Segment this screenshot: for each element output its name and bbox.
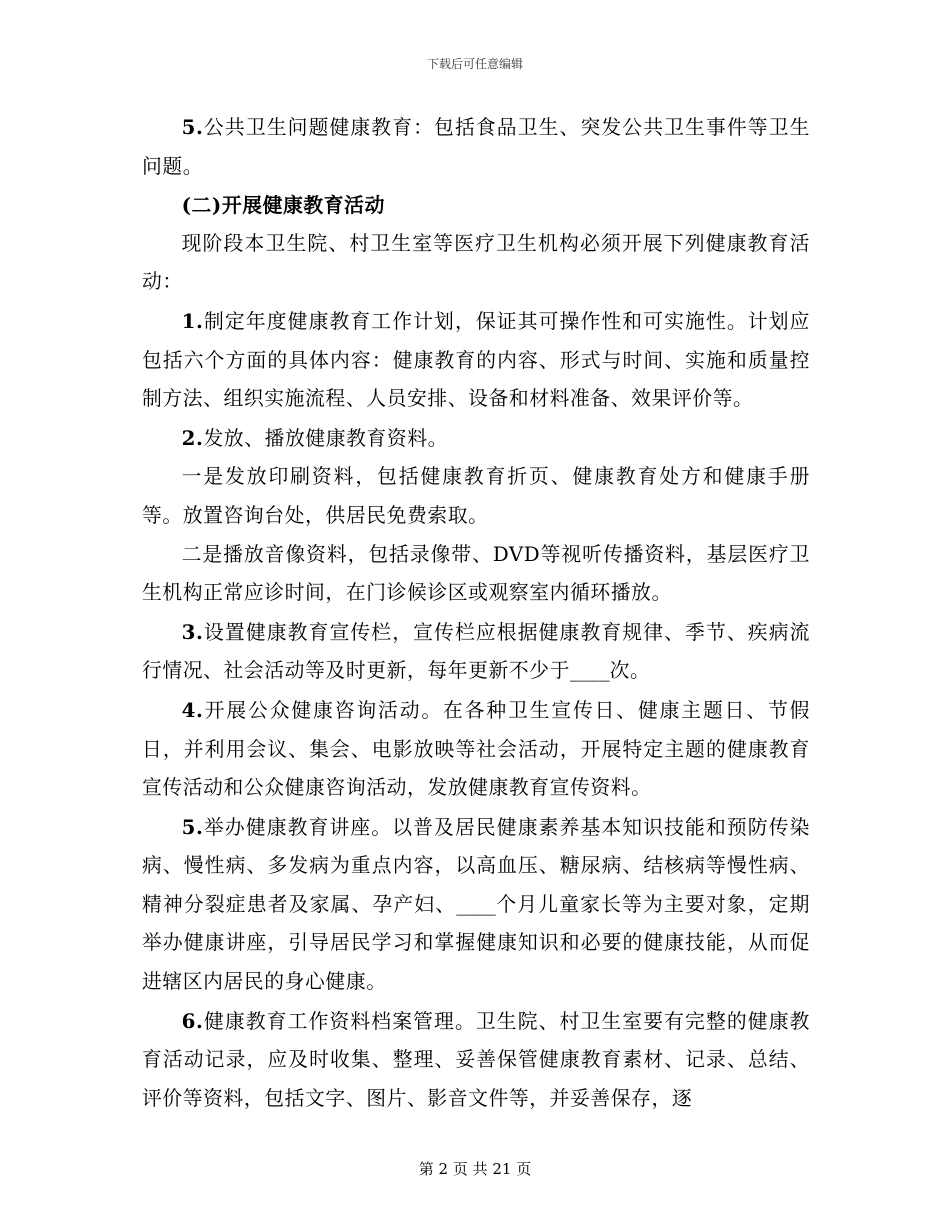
section-heading (142, 186, 810, 225)
paragraph-text-continued: 个月儿童家长等为主要对象，定期举办健康讲座，引导居民学习和掌握健康知识和必要的健康技能，从而促进辖区内居民的身心健康。 (142, 892, 810, 994)
paragraph-text: 制定年度健康教育工作计划，保证其可操作性和可实施性。计划应包括六个方面的具体内容：健康教育的内容、形式与时间、实施和质量控制方法、组织实施流程、人员安排、设备和材料准备、效果评价等。 (142, 309, 810, 411)
paragraph-text-continued: 次。 (609, 659, 651, 683)
paragraph-text: 健康教育工作资料档案管理。卫生院、村卫生室要有完整的健康教育活动记录，应及时收集、整理、妥善保管健康教育素材、记录、总结、评价等资料，包括文字、图片、影音文件等，并妥善保存，逐 (142, 1009, 810, 1110)
paragraph-text: 二是播放音像资料，包括录像带、DVD等视听传播资料，基层医疗卫生机构正常应诊时间，在门诊候诊区或观察室内循环播放。 (142, 542, 810, 605)
paragraph-text: 开展公众健康咨询活动。在各种卫生宣传日、健康主题日、节假日，并利用会议、集会、电影放映等社会活动，开展特定主题的健康教育宣传活动和公众健康咨询活动，发放健康教育宣传资料。 (142, 698, 810, 800)
paragraph-consultation (142, 691, 810, 808)
paragraph-audio-video (142, 536, 810, 613)
item-number: 5. (181, 814, 204, 839)
paragraph-bulletin-board (142, 613, 810, 691)
item-number: 3. (181, 619, 204, 644)
paragraph-lectures (142, 808, 810, 1002)
paragraph-distribute-materials (142, 419, 810, 459)
paragraph-intro (142, 225, 810, 302)
section-heading-text: (二)开展健康教育活动 (181, 193, 385, 218)
paragraph-text: 发放、播放健康教育资料。 (203, 426, 449, 450)
item-number: 2. (181, 425, 204, 450)
item-number: 1. (181, 308, 204, 333)
item-number: 5. (181, 115, 204, 139)
paragraph-annual-plan (142, 302, 810, 419)
page-header: 下载后可任意编辑 (426, 57, 523, 71)
paragraph-text: 现阶段本卫生院、村卫生室等医疗卫生机构必须开展下列健康教育活动： (142, 231, 810, 294)
paragraph-records-management (142, 1002, 810, 1119)
paragraph-text: 公共卫生问题健康教育：包括食品卫生、突发公共卫生事件等卫生问题。 (142, 116, 810, 178)
paragraph-printed-materials (142, 458, 810, 535)
paragraph-text: 一是发放印刷资料，包括健康教育折页、健康教育处方和健康手册等。放置咨询台处，供居民免费索取。 (142, 465, 810, 527)
item-number: 6. (181, 1008, 204, 1033)
item-number: 4. (181, 697, 204, 722)
page-footer: 第 2 页 共 21 页 (418, 1160, 532, 1178)
fill-in-blank: ____ (570, 659, 610, 683)
fill-in-blank: ____ (456, 892, 496, 916)
paragraph-text: 举办健康教育讲座。以普及居民健康素养基本知识技能和预防传染病、慢性病、多发病为重点内容，以高血压、糖尿病、结核病等慢性病、精神分裂症患者及家属、孕产妇、 (142, 815, 810, 916)
paragraph-text: 设置健康教育宣传栏，宣传栏应根据健康教育规律、季节、疾病流行情况、社会活动等及时更新，每年更新不少于 (142, 620, 810, 683)
paragraph-public-health-education (142, 108, 810, 186)
document-body (142, 108, 810, 1118)
